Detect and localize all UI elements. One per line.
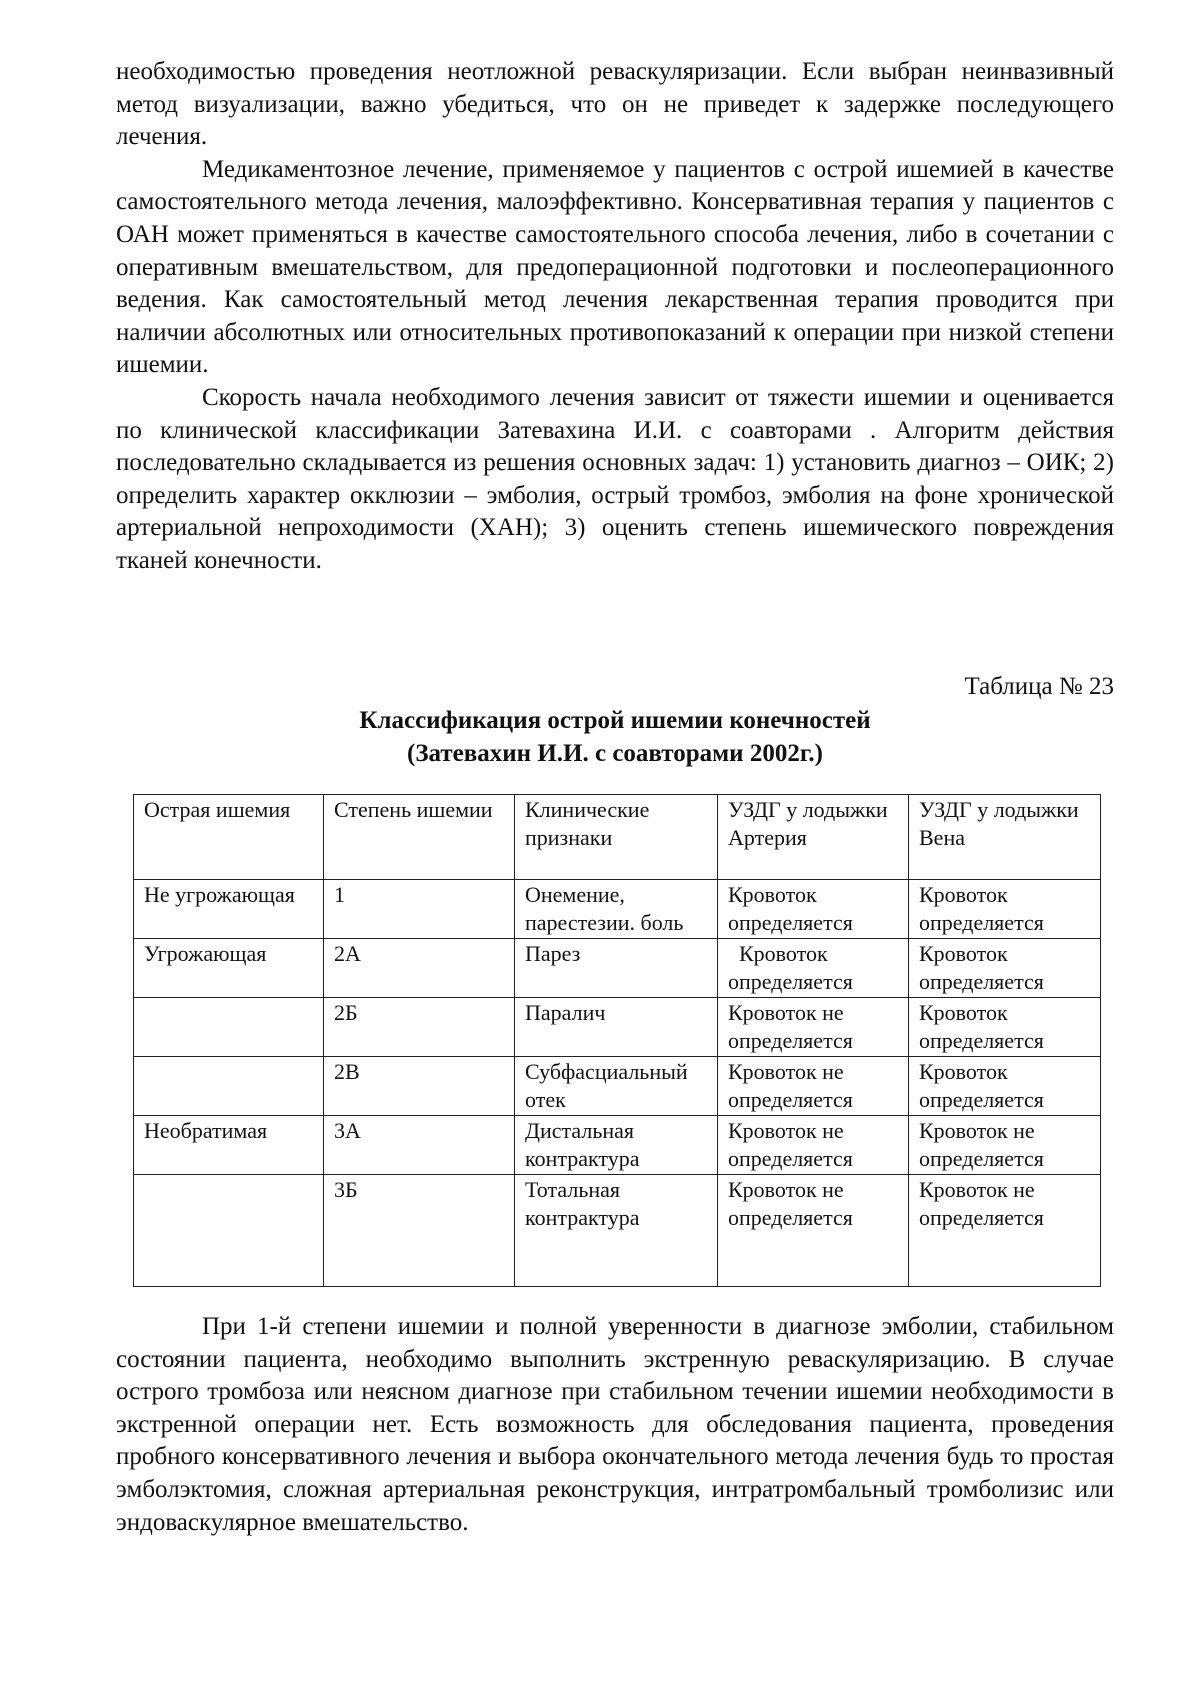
table-cell: Кровоток определяется bbox=[909, 880, 1101, 939]
table-row bbox=[134, 998, 1101, 1057]
table-row bbox=[134, 939, 1101, 998]
header-cell: Клинические признаки bbox=[515, 795, 718, 880]
table-cell bbox=[134, 1057, 324, 1116]
table-cell: Кровоток определяется bbox=[718, 939, 909, 998]
table-row bbox=[134, 880, 1101, 939]
ischemia-classification-table bbox=[133, 794, 1101, 1287]
table-header-row bbox=[134, 795, 1101, 880]
table-cell: Кровоток определяется bbox=[718, 880, 909, 939]
table-cell: Субфасциальный отек bbox=[515, 1057, 718, 1116]
table-cell: Кровоток не определяется bbox=[718, 1057, 909, 1116]
paragraph-continuation: необходимостью проведения неотложной реваскуляризации. Если выбран неинвазивный метод визуализации, важно убедиться, что он не приведет к задержке последующего лечения. bbox=[116, 58, 1114, 151]
header-cell: УЗДГ у лодыжки Вена bbox=[909, 795, 1101, 880]
table-title-line-2: (Затевахин И.И. с соавторами 2002г.) bbox=[407, 740, 823, 767]
table-cell: Не угрожающая bbox=[134, 880, 324, 939]
table-cell: 3А bbox=[324, 1116, 515, 1175]
table-cell: Кровоток не определяется bbox=[718, 998, 909, 1057]
table-cell: Онемение, парестезии. боль bbox=[515, 880, 718, 939]
table-row bbox=[134, 1057, 1101, 1116]
table-cell: Дистальная контрактура bbox=[515, 1116, 718, 1175]
table-cell: Тотальная контрактура bbox=[515, 1175, 718, 1287]
table-cell: Кровоток не определяется bbox=[909, 1175, 1101, 1287]
table-title-line-1: Классификация острой ишемии конечностей bbox=[359, 707, 871, 734]
paragraph-treatment-speed: Скорость начала необходимого лечения зависит от тяжести ишемии и оценивается по клинической классификации Затевахина И.И. с соавторами . Алгоритм действия последовательно складывается из решения основных задач: 1) установить диагноз – ОИК; 2) определить характер окклюзии – эмболия, острый тромбоз, эмболия на фоне хронической артериальной непроходимости (ХАН); 3) оценить степень ишемического повреждения тканей конечности. bbox=[116, 383, 1114, 574]
table-cell: 1 bbox=[324, 880, 515, 939]
table-cell: Кровоток не определяется bbox=[909, 1116, 1101, 1175]
bottom-text-section bbox=[116, 1311, 1114, 1539]
table-title bbox=[116, 704, 1114, 770]
table-cell: Кровоток определяется bbox=[909, 939, 1101, 998]
table-cell: Кровоток не определяется bbox=[718, 1116, 909, 1175]
table-row bbox=[134, 1175, 1101, 1287]
table-row bbox=[134, 1116, 1101, 1175]
table-cell: 3Б bbox=[324, 1175, 515, 1287]
table-cell: 2А bbox=[324, 939, 515, 998]
table-cell: Кровоток определяется bbox=[909, 1057, 1101, 1116]
table-cell: Необратимая bbox=[134, 1116, 324, 1175]
table-number: Таблица № 23 bbox=[964, 673, 1114, 700]
header-cell: Острая ишемия bbox=[134, 795, 324, 880]
header-cell: УЗДГ у лодыжки Артерия bbox=[718, 795, 909, 880]
top-text-section bbox=[116, 56, 1114, 578]
paragraph-drug-therapy: Медикаментозное лечение, применяемое у пациентов с острой ишемией в качестве самостоятельного метода лечения, малоэффективно. Консервативная терапия у пациентов с ОАН может применяться в качестве самостоятельного способа лечения, либо в сочетании с оперативным вмешательством, для предоперационной подготовки и послеоперационного ведения. Как самостоятельный метод лечения лекарственная терапия проводится при наличии абсолютных или относительных противопоказаний к операции при низкой степени ишемии. bbox=[116, 155, 1114, 379]
table-cell: Парез bbox=[515, 939, 718, 998]
header-cell: Степень ишемии bbox=[324, 795, 515, 880]
table-cell: Угрожающая bbox=[134, 939, 324, 998]
table-cell: 2В bbox=[324, 1057, 515, 1116]
table-cell: 2Б bbox=[324, 998, 515, 1057]
table-cell: Кровоток определяется bbox=[909, 998, 1101, 1057]
table-cell bbox=[134, 1175, 324, 1287]
paragraph-first-degree: При 1-й степени ишемии и полной уверенности в диагнозе эмболии, стабильном состоянии пациента, необходимо выполнить экстренную реваскуляризацию. В случае острого тромбоза или неясном диагнозе при стабильном течении ишемии необходимости в экстренной операции нет. Есть возможность для обследования пациента, проведения пробного консервативного лечения и выбора окончательного метода лечения будь то простая эмболэктомия, сложная артериальная реконструкция, интратромбальный тромболизис или эндоваскулярное вмешательство. bbox=[116, 1313, 1114, 1536]
table-cell bbox=[134, 998, 324, 1057]
table-cell: Паралич bbox=[515, 998, 718, 1057]
table-cell: Кровоток не определяется bbox=[718, 1175, 909, 1287]
